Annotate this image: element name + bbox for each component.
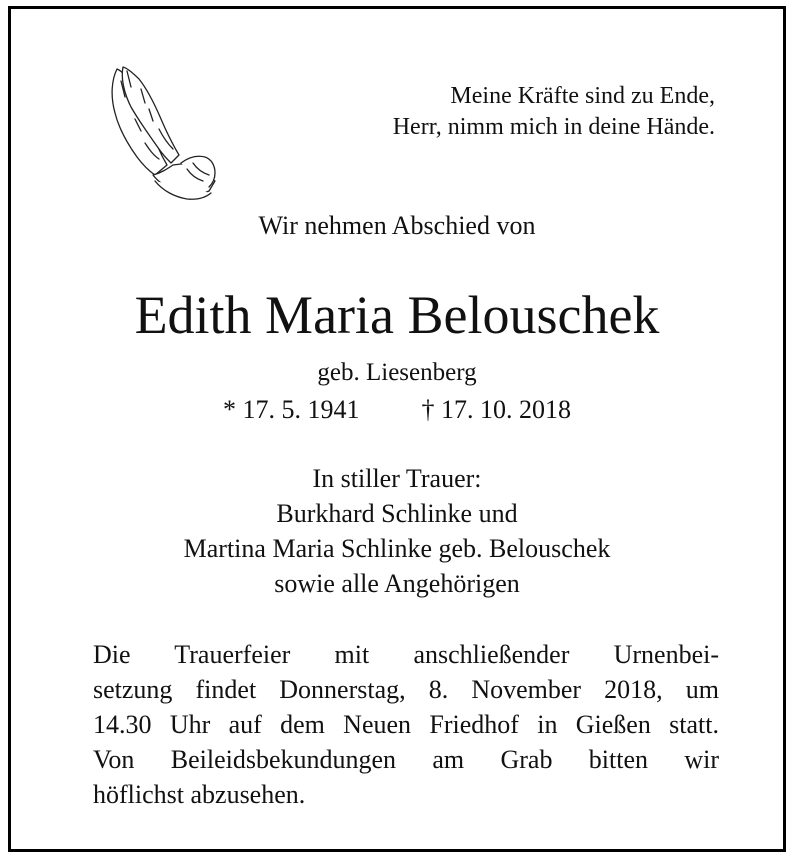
funeral-notice: [93, 637, 719, 812]
mourner-line-1: Burkhard Schlinke und: [276, 499, 518, 528]
deceased-name: Edith Maria Belouschek: [134, 285, 660, 345]
mourner-line-3: sowie alle Angehörigen: [274, 569, 520, 598]
motto-line-1: Meine Kräfte sind zu Ende,: [450, 83, 715, 109]
motto-verse: [393, 81, 715, 143]
notice-line-4: Von Beileidsbekundungen am Grab bitten wir: [93, 745, 719, 774]
notice-line-2: setzung findet Donnerstag, 8. November 2018, um: [93, 675, 719, 704]
farewell-text: Wir nehmen Abschied von: [258, 211, 536, 240]
maiden-name: geb. Liesenberg: [317, 359, 477, 386]
praying-hands-icon: [97, 59, 225, 205]
death-date: † 17. 10. 2018: [421, 395, 571, 424]
motto-line-2: Herr, nimm mich in deine Hände.: [392, 114, 715, 140]
notice-line-3: 14.30 Uhr auf dem Neuen Friedhof in Gießen statt.: [93, 710, 719, 739]
mourners-block: [11, 461, 783, 601]
birth-date: * 17. 5. 1941: [223, 395, 360, 424]
mourners-heading: In stiller Trauer:: [312, 464, 482, 493]
mourner-line-2: Martina Maria Schlinke geb. Belouschek: [183, 534, 611, 563]
notice-line-1: Die Trauerfeier mit anschließender Urnenbei-: [93, 640, 719, 669]
notice-line-5: höflichst abzusehen.: [93, 780, 306, 809]
life-dates: [11, 395, 783, 425]
obituary-notice: [8, 6, 786, 852]
